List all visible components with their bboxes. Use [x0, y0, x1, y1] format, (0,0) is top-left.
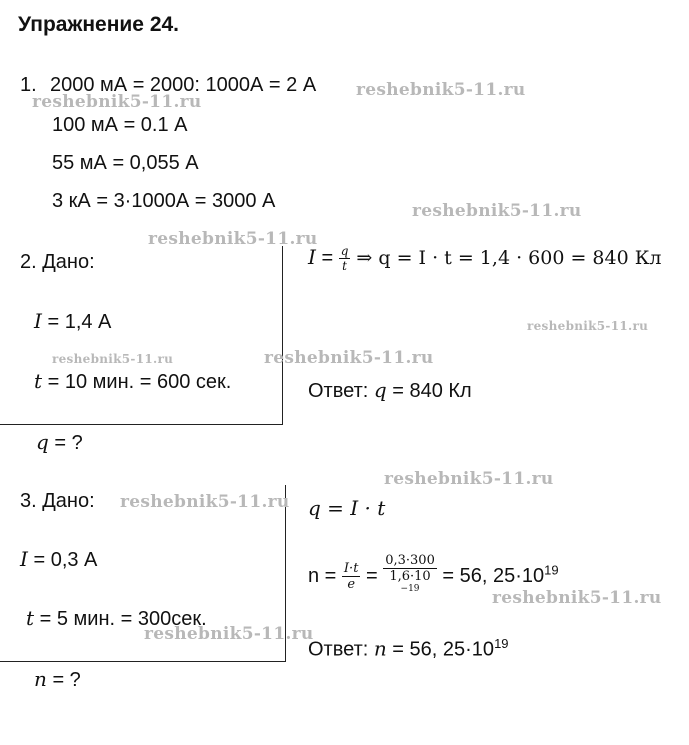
fraction-numerator: I·t: [343, 561, 359, 577]
answer-label: Ответ:: [308, 380, 374, 402]
ex2-box-vertical-line: [282, 246, 283, 425]
answer-value: = 56, 25·10: [386, 638, 495, 661]
current-symbol: I: [20, 547, 28, 571]
time-symbol: t: [26, 606, 35, 630]
formula-equals: =: [315, 246, 339, 269]
answer-exponent: 19: [494, 636, 509, 651]
time-symbol: t: [34, 369, 43, 393]
watermark: reshebnik5-11.ru: [492, 588, 662, 608]
page-title: Упражнение 24.: [18, 13, 180, 36]
it-over-e-fraction: [342, 561, 361, 592]
watermark: reshebnik5-11.ru: [527, 319, 649, 333]
denominator-exponent: −19: [400, 584, 420, 594]
ex3-current-given: [20, 547, 97, 572]
watermark: reshebnik5-11.ru: [120, 492, 290, 512]
time-value: = 10 мин. = 600 сек.: [42, 371, 232, 393]
ex2-find: [36, 430, 83, 455]
ex3-given-label: 3. Дано:: [20, 490, 95, 512]
ex3-box-horizontal-line: [0, 661, 286, 662]
watermark: reshebnik5-11.ru: [148, 229, 318, 249]
ex3-find: [34, 667, 81, 692]
fraction-numerator: q: [340, 244, 349, 258]
numeric-fraction: [383, 553, 437, 600]
watermark: reshebnik5-11.ru: [32, 92, 202, 112]
ex1-line-2: 100 мА = 0.1 А: [52, 114, 188, 136]
ex1-line-1: 2000 мА = 2000: 1000А = 2 А: [50, 74, 317, 96]
watermark: reshebnik5-11.ru: [412, 201, 582, 221]
ex1-line-3: 55 мА = 0,055 А: [52, 152, 199, 174]
formula-lhs: n =: [308, 564, 342, 587]
ex2-current-given: [34, 309, 111, 334]
current-symbol: I: [34, 309, 42, 333]
ex2-time-given: [34, 369, 231, 394]
formula-equals: =: [360, 564, 384, 587]
answer-symbol: q: [373, 378, 387, 402]
ex1-line-4: 3 кА = 3·1000А = 3000 А: [52, 190, 276, 212]
answer-label: Ответ:: [308, 638, 374, 661]
watermark: reshebnik5-11.ru: [52, 352, 174, 366]
result-value: = 56, 25·10: [436, 564, 545, 587]
watermark: reshebnik5-11.ru: [264, 348, 434, 368]
fraction-denominator: [383, 569, 437, 600]
ex1-number: 1.: [20, 74, 37, 96]
result-exponent: 19: [544, 562, 559, 578]
ex3-formula-charge: q = I · t: [308, 496, 386, 520]
q-over-t-fraction: [339, 244, 351, 273]
charge-symbol: q: [36, 430, 49, 454]
find-value: = ?: [46, 669, 81, 691]
ex2-answer: [308, 378, 472, 403]
ex2-formula: [308, 244, 662, 273]
denominator-base: 1,6·10: [389, 569, 431, 584]
fraction-denominator: e: [347, 577, 356, 593]
watermark: reshebnik5-11.ru: [144, 624, 314, 644]
ex2-box-horizontal-line: [0, 424, 283, 425]
time-value: = 5 мин. = 300сек.: [34, 608, 207, 630]
answer-symbol: n: [373, 636, 387, 661]
watermark: reshebnik5-11.ru: [356, 80, 526, 100]
formula-current-symbol: I: [308, 244, 316, 269]
answer-value: = 840 Кл: [386, 380, 472, 402]
ex2-given-label: 2. Дано:: [20, 251, 95, 273]
watermark: reshebnik5-11.ru: [384, 469, 554, 489]
current-value: = 1,4 А: [41, 311, 112, 333]
ex3-answer: [308, 636, 509, 662]
find-value: = ?: [48, 432, 83, 454]
count-symbol: n: [34, 667, 47, 691]
fraction-denominator: t: [342, 259, 347, 273]
fraction-numerator: 0,3·300: [385, 553, 435, 568]
formula-rest: ⇒ q = I · t = 1,4 · 600 = 840 Кл: [350, 246, 662, 269]
current-value: = 0,3 А: [27, 549, 98, 571]
